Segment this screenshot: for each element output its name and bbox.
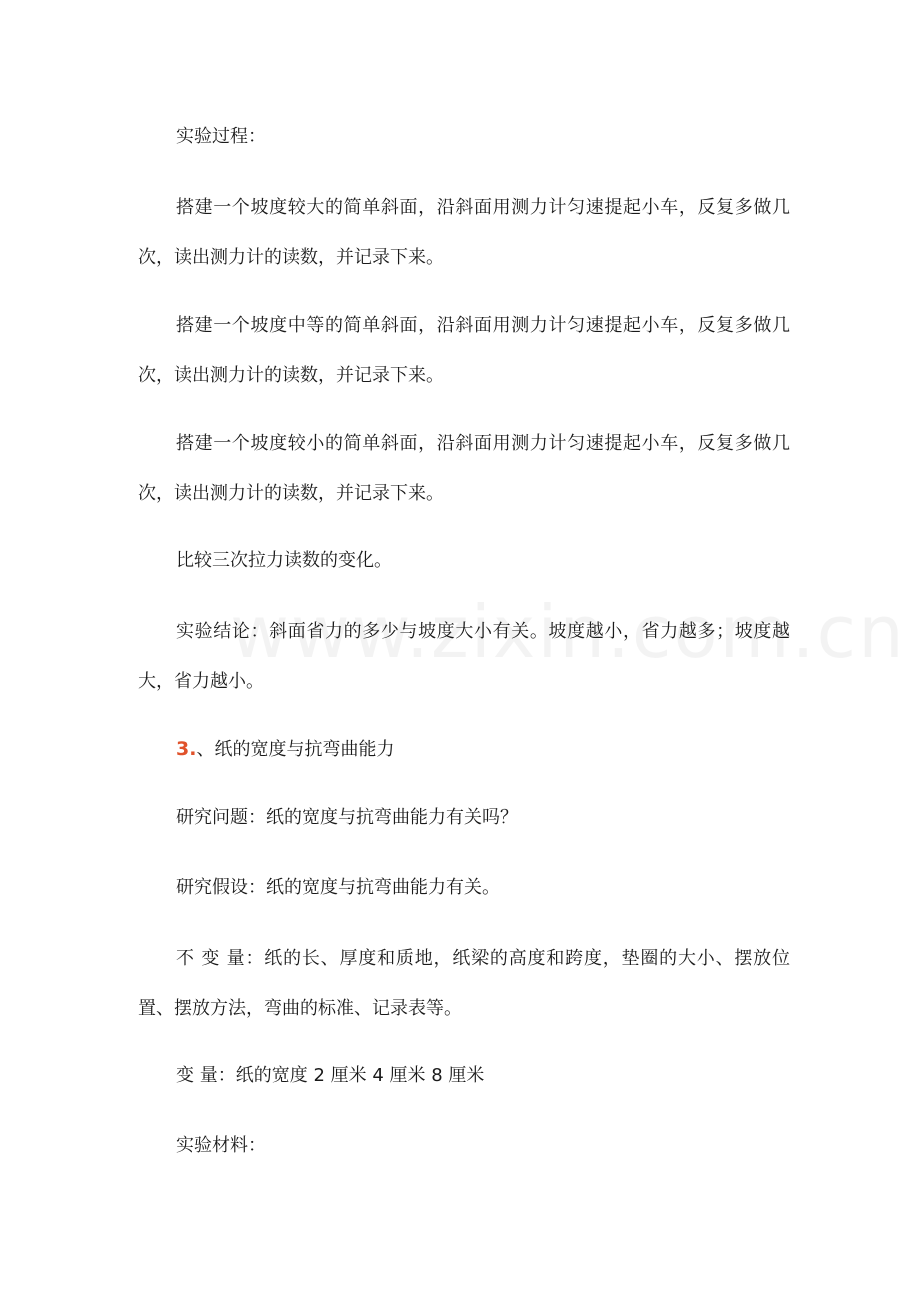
paragraph-research-question: 研究问题：纸的宽度与抗弯曲能力有关吗？ [176, 807, 518, 828]
paragraph-compare: 比较三次拉力读数的变化。 [176, 550, 392, 571]
paragraph-materials-label: 实验材料： [176, 1135, 266, 1156]
paragraph-medium-slope: 搭建一个坡度中等的简单斜面，沿斜面用测力计匀速提起小车，反复多做几次，读出测力计的读数，并记录下来。 [138, 315, 790, 386]
section-title: 、纸的宽度与抗弯曲能力 [196, 739, 395, 760]
paragraph-gentle-slope: 搭建一个坡度较小的简单斜面，沿斜面用测力计匀速提起小车，反复多做几次，读出测力计的读数，并记录下来。 [138, 433, 790, 504]
paragraph-hypothesis: 研究假设：纸的宽度与抗弯曲能力有关。 [176, 877, 500, 898]
paragraph-process-label: 实验过程： [176, 126, 266, 147]
paragraph-variable: 变 量：纸的宽度 2 厘米 4 厘米 8 厘米 [176, 1065, 485, 1086]
paragraph-constants: 不 变 量：纸的长、厚度和质地，纸梁的高度和跨度，垫圈的大小、摆放位置、摆放方法，弯曲的标准、记录表等。 [138, 948, 790, 1019]
section-number: 3. [176, 738, 197, 760]
paragraph-conclusion: 实验结论：斜面省力的多少与坡度大小有关。坡度越小，省力越多；坡度越大，省力越小。 [138, 621, 790, 692]
paragraph-steep-slope: 搭建一个坡度较大的简单斜面，沿斜面用测力计匀速提起小车，反复多做几次，读出测力计的读数，并记录下来。 [138, 197, 790, 268]
section-heading [138, 737, 790, 762]
